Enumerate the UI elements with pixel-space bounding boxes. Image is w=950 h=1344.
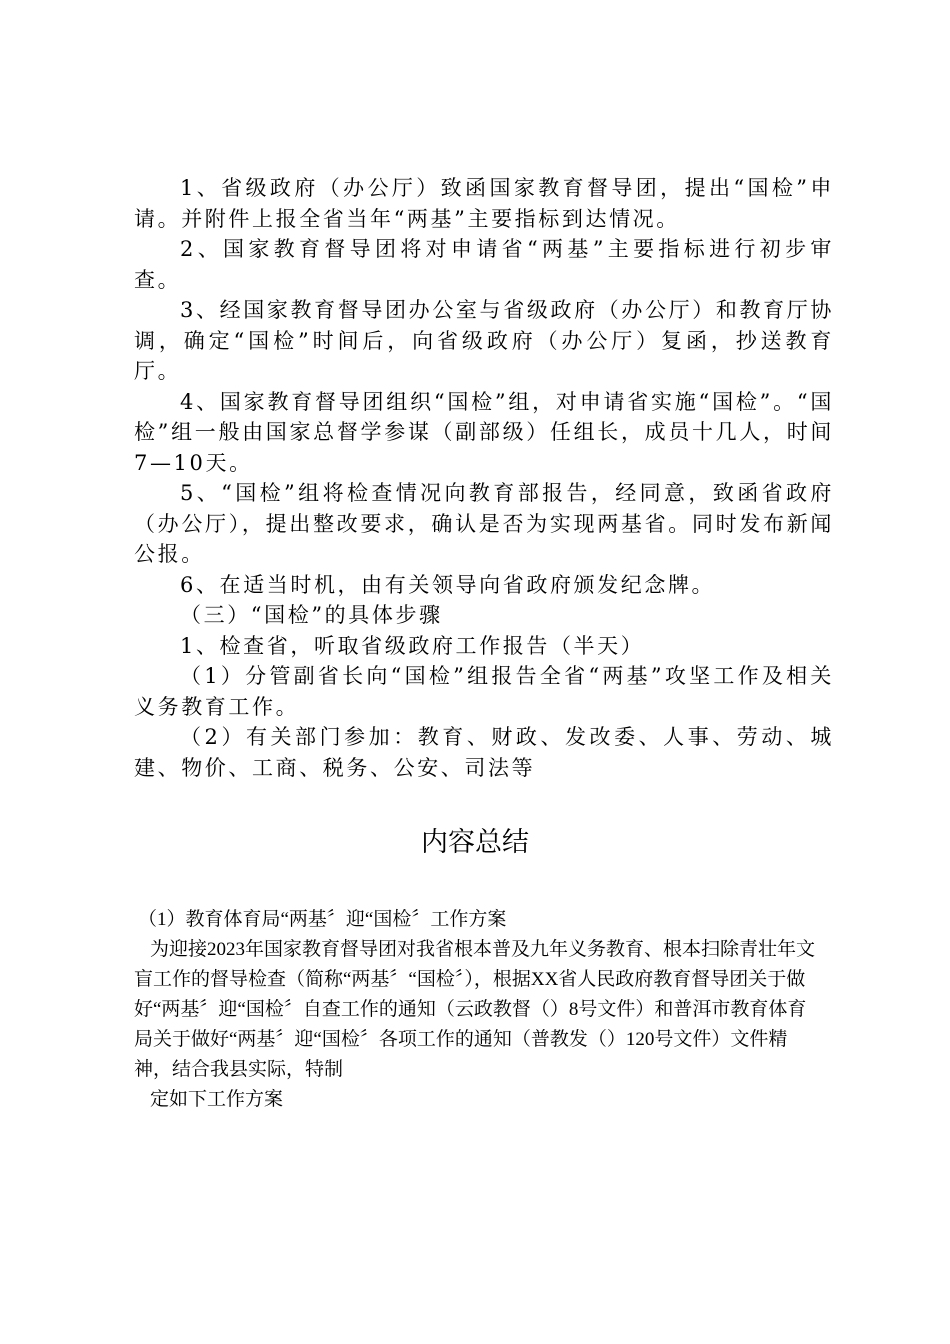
paragraph-step-3: 3、经国家教育督导团办公室与省级政府（办公厅）和教育厅协调，确定“国检”时间后，向省级政府（办公厅）复函，抄送教育厅。: [134, 298, 834, 383]
summary-last-line: 定如下工作方案: [150, 1089, 284, 1110]
summary-paragraph: 为迎接2023年国家教育督导团对我省根本普及九年义务教育、根本扫除青壮年文盲工作的督导检查（简称“两基〞“国检〞），根据XX省人民政府教育督导团关于做好“两基〞迎“国检〞自查工作的通知（云政教督（）8号文件）和普洱市教育体育局关于做好“两基〞迎“国检〞各项工作的通知（普教发（）120号文件）文件精神，结合我县实际，特制: [134, 939, 816, 1080]
summary-body: [134, 905, 824, 1115]
section-heading-specific-steps: （三）“国检”的具体步骤: [180, 603, 443, 627]
summary-subtitle: （1）教育体育局“两基〞迎“国检〞工作方案: [138, 909, 507, 930]
paragraph-sub-1: （1）分管副省长向“国检”组报告全省“两基”攻坚工作及相关义务教育工作。: [134, 664, 834, 719]
paragraph-step-4: 4、国家教育督导团组织“国检”组，对申请省实施“国检”。“国检”组一般由国家总督学参谋（副部级）任组长，成员十几人，时间7—10天。: [134, 389, 834, 475]
summary-title: 内容总结: [421, 827, 529, 857]
paragraph-check-province: 1、检查省，听取省级政府工作报告（半天）: [180, 633, 645, 658]
paragraph-step-5: 5、“国检”组将检查情况向教育部报告，经同意，致函省政府（办公厅），提出整改要求，确认是否为实现两基省。同时发布新闻公报。: [134, 481, 834, 566]
paragraph-step-1: 1、省级政府（办公厅）致函国家教育督导团，提出“国检”申请。并附件上报全省当年“两基”主要指标到达情况。: [134, 176, 834, 231]
document-body: [134, 173, 834, 783]
paragraph-sub-2: （2）有关部门参加：教育、财政、发改委、人事、劳动、城建、物价、工商、税务、公安、司法等: [134, 725, 834, 780]
paragraph-step-2: 2、国家教育督导团将对申请省“两基”主要指标进行初步审查。: [134, 237, 834, 292]
paragraph-step-6: 6、在适当时机，由有关领导向省政府颁发纪念牌。: [180, 572, 716, 597]
